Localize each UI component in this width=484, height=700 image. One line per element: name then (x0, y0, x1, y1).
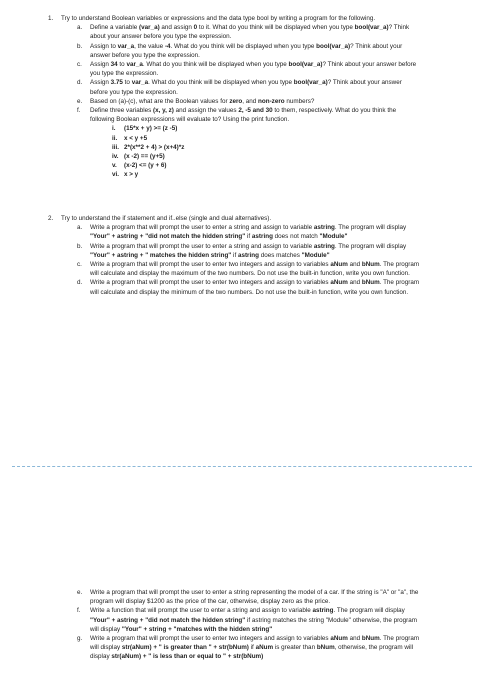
question-1 (48, 14, 420, 180)
question-title: Try to understand Boolean variables or expressions and the data type bool by writing a program for the following. (61, 15, 376, 22)
page-break-divider (12, 466, 472, 467)
list-item (77, 260, 420, 278)
expression-item (112, 161, 420, 170)
question-2-items (77, 223, 420, 297)
item-text: Write a program that will prompt the user to enter a string representing the model of a car. If the string is "A" or "a", the program will display $1200 as the price of the car, otherwise, display zero as the price. (90, 589, 419, 606)
question-2 (48, 214, 420, 297)
item-text: Write a program that will prompt the user to enter two integers and assign to variables aNum and bNum. The program will calculate and display the minimum of the two numbers. Do not use the built-in function, write you own function. (90, 279, 420, 296)
list-item (77, 78, 420, 96)
item-text: Write a program that will prompt the user to enter a string and assign to variable astring. The program will display "Your" + astring + " matches the hidden string" if astring does matches "Module" (90, 242, 407, 259)
item-text: Write a program that will prompt the user to enter a string and assign to variable astring. The program will display "Your" + astring + "did not match the hidden string" if astring does not match "Module" (90, 224, 407, 241)
item-text: Based on (a)-(c), what are the Boolean values for zero, and non-zero numbers? (90, 97, 315, 105)
item-text: Write a program that will prompt the user to enter two integers and assign to variables aNum and bNum. The program will calculate and display the maximum of the two numbers. Do not use the built-in function, write you own function. (90, 261, 420, 278)
item-text: Write a function that will prompt the user to enter a string and assign to variable astring. The program will display "Your" + astring + "did not match the hidden string" if astring matches the string "Module" otherwise, the program will display "Your" + string + "matches with the hidden string" (90, 607, 418, 633)
item-label: iv. (112, 153, 119, 161)
item-text: Define a variable (var_a) and assign 0 to it. What do you think will be displayed when you type bool(var_a)? Think about your answer before you type the expression. (90, 24, 410, 41)
item-label: c. (77, 261, 82, 269)
expression-text: (15*x + y) >= (z -5) (124, 125, 178, 133)
item-text: Assign 34 to var_a. What do you think will be displayed when you type bool(var_a)? Think about your answer before you type the expression. (90, 61, 417, 78)
item-label: i. (112, 125, 116, 133)
item-label: f. (77, 107, 81, 115)
list-item (77, 60, 420, 78)
item-label: e. (77, 589, 83, 596)
list-item (77, 242, 420, 260)
item-label: iii. (112, 143, 119, 151)
expression-item (112, 134, 420, 143)
item-text: Write a program that will prompt the user to enter two integers and assign to variables aNum and bNum. The program will display str(aNum) + " is greater than " + str(bNum) if aNum is greater than bNum, otherwise, the program will display str(aNum) + " is less than or equal to " + str(bNum) (90, 635, 420, 661)
question-number: 1. (48, 15, 54, 22)
expression-text: x < y +5 (124, 134, 148, 142)
expression-text: x > y (124, 171, 139, 179)
expression-text: 2*(x**2 + 4) > (x+4)*z (124, 143, 185, 151)
item-text: Assign 3.75 to var_a. What do you think will be displayed when you type bool(var_a)? Think about your answer before you type the expression. (90, 79, 402, 96)
list-item (77, 97, 420, 106)
item-label: a. (77, 24, 83, 32)
list-item (77, 634, 420, 662)
item-text: Define three variables (x, y, z) and assign the values 2, -5 and 30 to them, respectively. What do you think the following Boolean expressions will evaluate to? Using the print function. (90, 107, 397, 124)
item-label: d. (77, 79, 83, 87)
list-item (77, 106, 420, 124)
question-number: 2. (48, 215, 54, 222)
list-item (77, 223, 420, 241)
question-title: Try to understand the if statement and if..else (single and dual alternatives). (61, 215, 272, 222)
item-label: e. (77, 97, 83, 105)
list-item (77, 606, 420, 634)
expression-item (112, 152, 420, 161)
item-label: b. (77, 242, 83, 250)
question-1-items (77, 23, 420, 124)
item-label: g. (77, 635, 83, 643)
item-label: a. (77, 224, 83, 232)
item-label: f. (77, 607, 81, 615)
expression-item (112, 143, 420, 152)
list-item (77, 42, 420, 60)
question-2-continued (77, 588, 420, 662)
expression-item (112, 124, 420, 133)
item-text: Assign to var_a, the value -4. What do you think will be displayed when you type bool(var_a)? Think about your answer before you type the expression. (90, 42, 403, 59)
list-item (77, 588, 420, 606)
item-label: ii. (112, 134, 118, 142)
expression-text: (x -2) == (y+5) (124, 153, 165, 161)
boolean-expression-list (112, 124, 420, 179)
item-label: vi. (112, 171, 120, 179)
item-label: d. (77, 279, 83, 287)
expression-text: (x-2) <= (y + 6) (124, 162, 167, 170)
expression-item (112, 170, 420, 179)
list-item (77, 278, 420, 296)
item-label: c. (77, 61, 82, 69)
item-label: b. (77, 42, 83, 50)
item-label: v. (112, 162, 117, 170)
list-item (77, 23, 420, 41)
